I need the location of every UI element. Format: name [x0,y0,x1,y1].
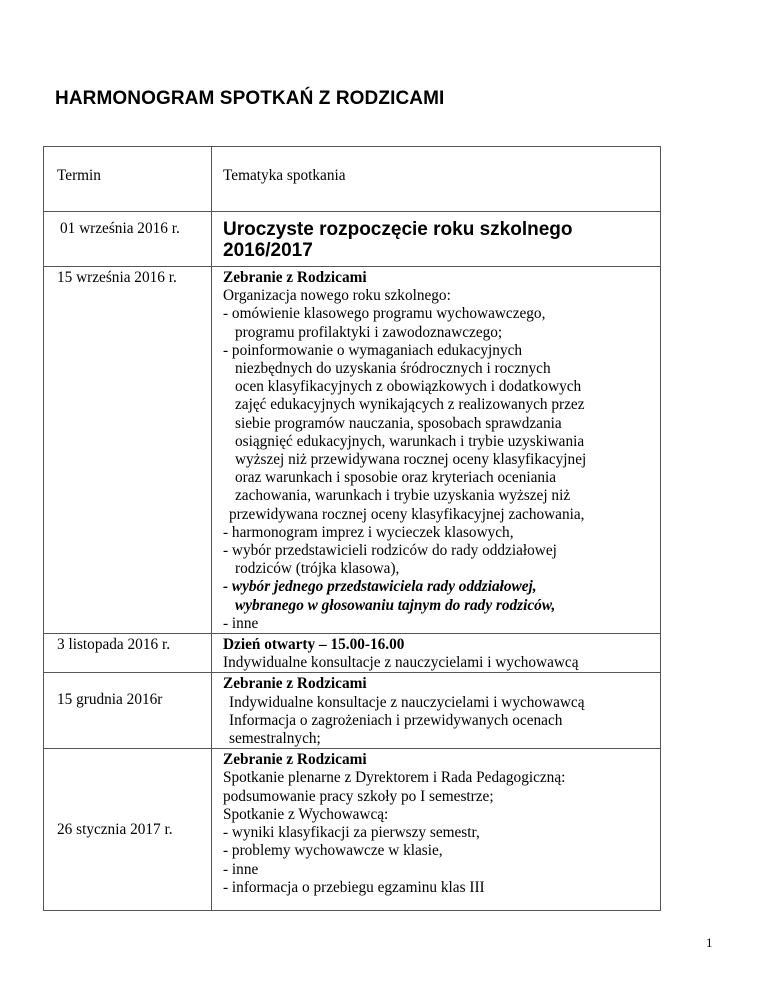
table-row [44,267,661,634]
topic-line: niezbędnych do uzyskania śródrocznych i rocznych [235,360,551,378]
date-cell [44,212,212,267]
topic-line: siebie programów nauczania, sposobach sprawdzania [235,414,562,432]
topic-line: - inne [223,614,259,632]
row-topic-heading: Dzień otwarty – 15.00-16.00 [223,636,405,654]
date-cell [44,634,212,673]
topic-cell [212,634,661,673]
topic-line: - wyniki klasyfikacji za pierwszy semestr, [223,824,480,842]
topic-line: Indywidualne konsultacje z nauczycielami i wychowawcą [229,693,585,711]
topic-line: zajęć edukacyjnych wynikających z realizowanych przez [235,396,585,414]
topic-line: - inne [223,860,259,878]
date-cell [44,267,212,634]
row-date: 3 listopada 2016 r. [57,636,171,654]
row-topic-heading: Zebranie z Rodzicami [223,675,367,693]
topic-line: Organizacja nowego roku szkolnego: [223,287,451,305]
document-title: HARMONOGRAM SPOTKAŃ Z RODZICAMI [55,88,445,109]
topic-cell [212,673,661,749]
topic-line: zachowania, warunkach i trybie uzyskania wyższej niż [235,487,571,505]
topic-cell [212,267,661,634]
table-row [44,673,661,749]
header-term-cell [44,147,212,212]
topic-line: - harmonogram imprez i wycieczek klasowych, [223,523,514,541]
topic-line: podsumowanie pracy szkoły po I semestrze; [223,787,494,805]
row-topic-heading: Zebranie z Rodzicami [223,751,367,769]
topic-line: - omówienie klasowego programu wychowawczego, [223,305,546,323]
header-topic-cell [212,147,661,212]
row-date: 01 września 2016 r. [60,220,180,237]
table-row [44,212,661,267]
date-cell [44,749,212,911]
topic-line: ocen klasyfikacyjnych z obowiązkowych i dodatkowych [235,378,582,396]
topic-line: wyższej niż przewidywana rocznej oceny klasyfikacyjnej [235,451,587,469]
header-term: Termin [57,167,101,184]
table-row [44,749,661,911]
row-topic-heading: Uroczyste rozpoczęcie roku szkolnego 2016/2017 [223,219,573,261]
topic-line: - problemy wychowawcze w klasie, [223,842,443,860]
topic-line-emphasis: - wybór jednego przedstawiciela rady oddziałowej, [223,578,537,596]
topic-line: Informacja o zagrożeniach i przewidywanych ocenach [229,711,563,729]
topic-line: oraz warunkach i sposobie oraz kryteriach oceniania [235,469,557,487]
topic-line: - informacja o przebiegu egzaminu klas III [223,878,485,896]
meetings-schedule-table [43,146,661,911]
page-number: 1 [706,935,713,950]
topic-line: semestralnych; [229,730,321,748]
date-cell [44,673,212,749]
table-header-row [44,147,661,212]
topic-cell [212,212,661,267]
topic-line: - wybór przedstawicieli rodziców do rady oddziałowej [223,542,557,560]
topic-line: Indywidualne konsultacje z nauczycielami i wychowawcą [223,654,579,672]
topic-line-emphasis: wybranego w głosowaniu tajnym do rady rodziców, [235,596,556,614]
row-date: 26 stycznia 2017 r. [57,820,173,838]
topic-line: Spotkanie plenarne z Dyrektorem i Rada Pedagogiczną: [223,769,566,787]
header-topic: Tematyka spotkania [223,167,346,184]
topic-line: - poinformowanie o wymaganiach edukacyjnych [223,341,523,359]
row-topic-heading: Zebranie z Rodzicami [223,269,367,286]
topic-line: Spotkanie z Wychowawcą: [223,805,389,823]
topic-line: osiągnięć edukacyjnych, warunkach i trybie uzyskiwania [235,432,585,450]
topic-cell [212,749,661,911]
row-date: 15 grudnia 2016r [57,691,163,709]
topic-line: rodziców (trójka klasowa), [235,560,400,578]
topic-line: przewidywana rocznej oceny klasyfikacyjnej zachowania, [229,505,585,523]
row-date: 15 września 2016 r. [57,269,177,286]
topic-line: programu profilaktyki i zawodoznawczego; [235,323,503,341]
table-row [44,634,661,673]
